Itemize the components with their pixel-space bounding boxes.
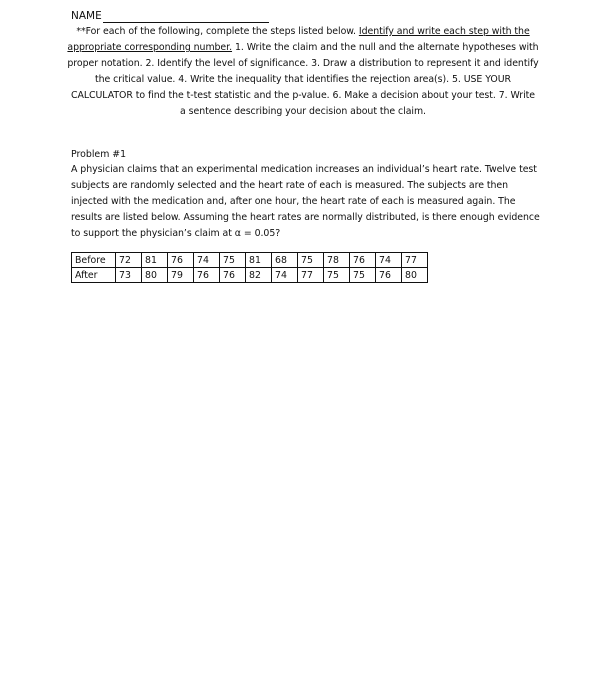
table-cell: 77 [298,268,324,283]
name-field [71,10,269,23]
table-cell: 72 [116,253,142,268]
table-row-before [72,253,428,268]
instructions-underlined: Identify and write each step with the appropriate corresponding number. [67,26,530,53]
table-cell: 80 [142,268,168,283]
table-cell: 76 [350,253,376,268]
table-cell: 75 [298,253,324,268]
table-cell: 80 [402,268,428,283]
table-cell: 74 [376,253,402,268]
table-cell: 76 [376,268,402,283]
table-cell: 68 [272,253,298,268]
table-cell: 81 [246,253,272,268]
row-label: After [72,268,116,283]
table-cell: 74 [194,253,220,268]
table-cell: 76 [220,268,246,283]
table-cell: 75 [350,268,376,283]
instructions-prefix: **For each of the following, complete the steps listed below. [76,26,359,37]
table-cell: 77 [402,253,428,268]
name-label: NAME [71,10,102,22]
table-cell: 82 [246,268,272,283]
table-cell: 75 [220,253,246,268]
row-label: Before [72,253,116,268]
table-cell: 81 [142,253,168,268]
table-cell: 74 [272,268,298,283]
problem-text: A physician claims that an experimental medication increases an individual’s heart rate. Twelve test subjects are randomly selected and the heart rate of each is measured. The subjects are then injected with the medication and, after one hour, the heart rate of each is measured again. The results are listed below. Assuming the heart rates are normally distributed, is there enough evidence to support the physician’s claim at α = 0.05? [71,164,540,239]
heart-rate-table [71,252,428,283]
table-row-after [72,268,428,283]
table-cell: 76 [168,253,194,268]
table-cell: 73 [116,268,142,283]
table-cell: 78 [324,253,350,268]
instructions-steps: 1. Write the claim and the null and the alternate hypotheses with proper notation. 2. Identify the level of significance. 3. Draw a distribution to represent it and identify the critical value. 4. Write the inequality that identifies the rejection area(s). 5. USE YOUR CALCULATOR to find the t-test statistic and the p-value. 6. Make a decision about your test. 7. Write a sentence describing your decision about the claim. [67,42,539,117]
table-cell: 79 [168,268,194,283]
table-cell: 76 [194,268,220,283]
problem-title: Problem #1 [71,149,127,160]
name-blank-line [103,11,269,23]
instructions-paragraph [67,24,539,120]
table-cell: 75 [324,268,350,283]
